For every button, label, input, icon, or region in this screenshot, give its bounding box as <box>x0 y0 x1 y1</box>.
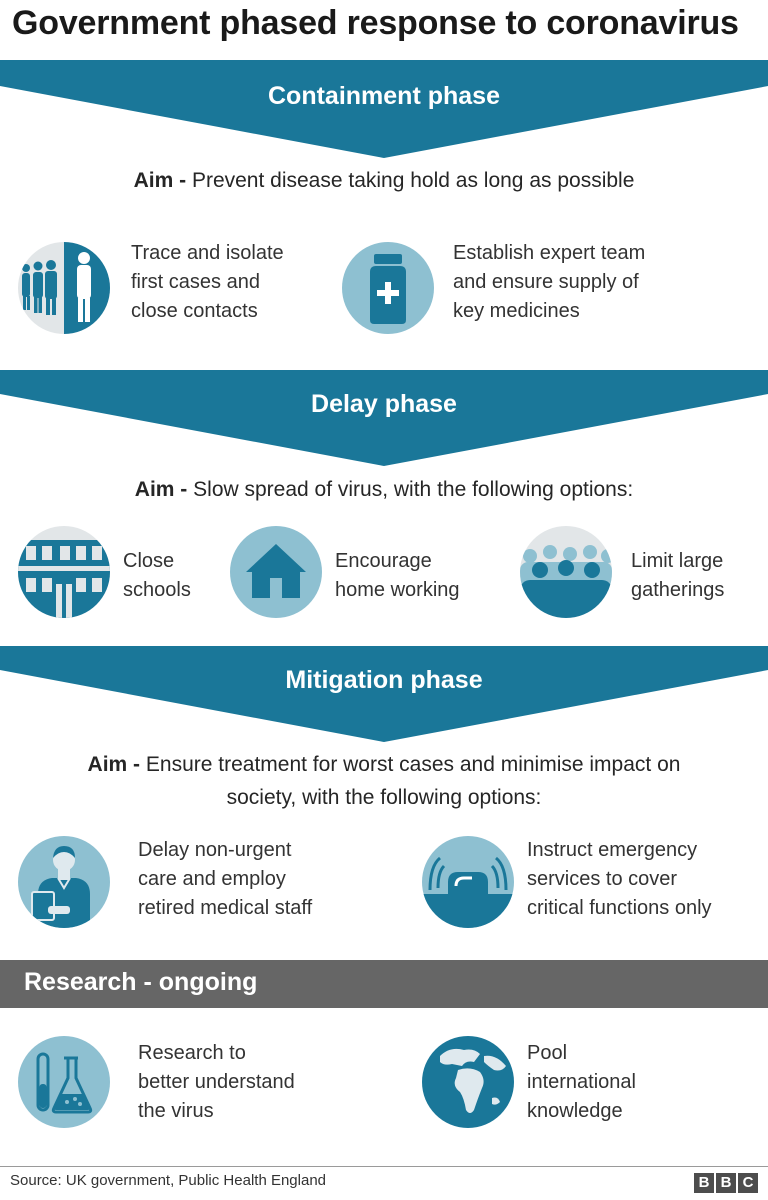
people-icon <box>18 242 110 334</box>
research-item-understand-virus: Research to better understand the virus <box>138 1042 295 1122</box>
containment-aim <box>0 164 768 197</box>
delay-aim <box>0 473 768 506</box>
mitigation-phase-label: Mitigation phase <box>285 666 483 694</box>
page-title: Government phased response to coronavirus <box>12 4 739 42</box>
mitigation-item-emergency-services: Instruct emergency services to cover critical functions only <box>527 839 712 919</box>
aim-text: Slow spread of virus, with the following options: <box>193 478 634 501</box>
mitigation-aim <box>0 748 768 814</box>
source-note: Source: UK government, Public Health England <box>10 1172 327 1189</box>
house-icon <box>230 526 322 618</box>
research-label: Research - ongoing <box>24 968 258 996</box>
globe-icon <box>422 1036 514 1128</box>
medicine-bottle-icon <box>342 242 434 334</box>
source-divider <box>0 1166 768 1167</box>
delay-item-schools: Close schools <box>123 550 191 601</box>
delay-item-home-working: Encourage home working <box>335 550 460 601</box>
containment-banner <box>0 60 768 158</box>
delay-item-gatherings: Limit large gatherings <box>631 550 725 601</box>
containment-phase-label: Containment phase <box>268 82 500 110</box>
aim-prefix: Aim - <box>87 753 146 776</box>
delay-banner <box>0 370 768 466</box>
research-item-international-knowledge: Pool international knowledge <box>527 1042 636 1122</box>
aim-text: Prevent disease taking hold as long as possible <box>191 169 635 192</box>
bbc-logo <box>694 1173 758 1193</box>
mitigation-aim-line1 <box>0 748 768 781</box>
containment-item-trace: Trace and isolate first cases and close contacts <box>131 242 284 322</box>
mitigation-aim-line2: society, with the following options: <box>226 786 542 809</box>
research-banner <box>0 960 768 1008</box>
aim-text: Ensure treatment for worst cases and minimise impact on <box>145 753 681 776</box>
containment-item-expert-team: Establish expert team and ensure supply of key medicines <box>453 242 646 322</box>
mitigation-banner <box>0 646 768 742</box>
medical-staff-icon <box>18 836 110 928</box>
lab-flask-icon <box>18 1036 110 1128</box>
bbc-logo-letter: B <box>716 1173 736 1193</box>
delay-phase-label: Delay phase <box>311 390 457 418</box>
aim-prefix: Aim - <box>134 478 194 501</box>
bbc-logo-letter: C <box>738 1173 758 1193</box>
bbc-logo-letter: B <box>694 1173 714 1193</box>
school-icon <box>18 526 110 618</box>
mitigation-item-medical-staff: Delay non-urgent care and employ retired medical staff <box>138 839 313 919</box>
emergency-light-icon <box>422 836 514 928</box>
aim-prefix: Aim - <box>133 169 192 192</box>
crowd-icon <box>520 526 612 618</box>
